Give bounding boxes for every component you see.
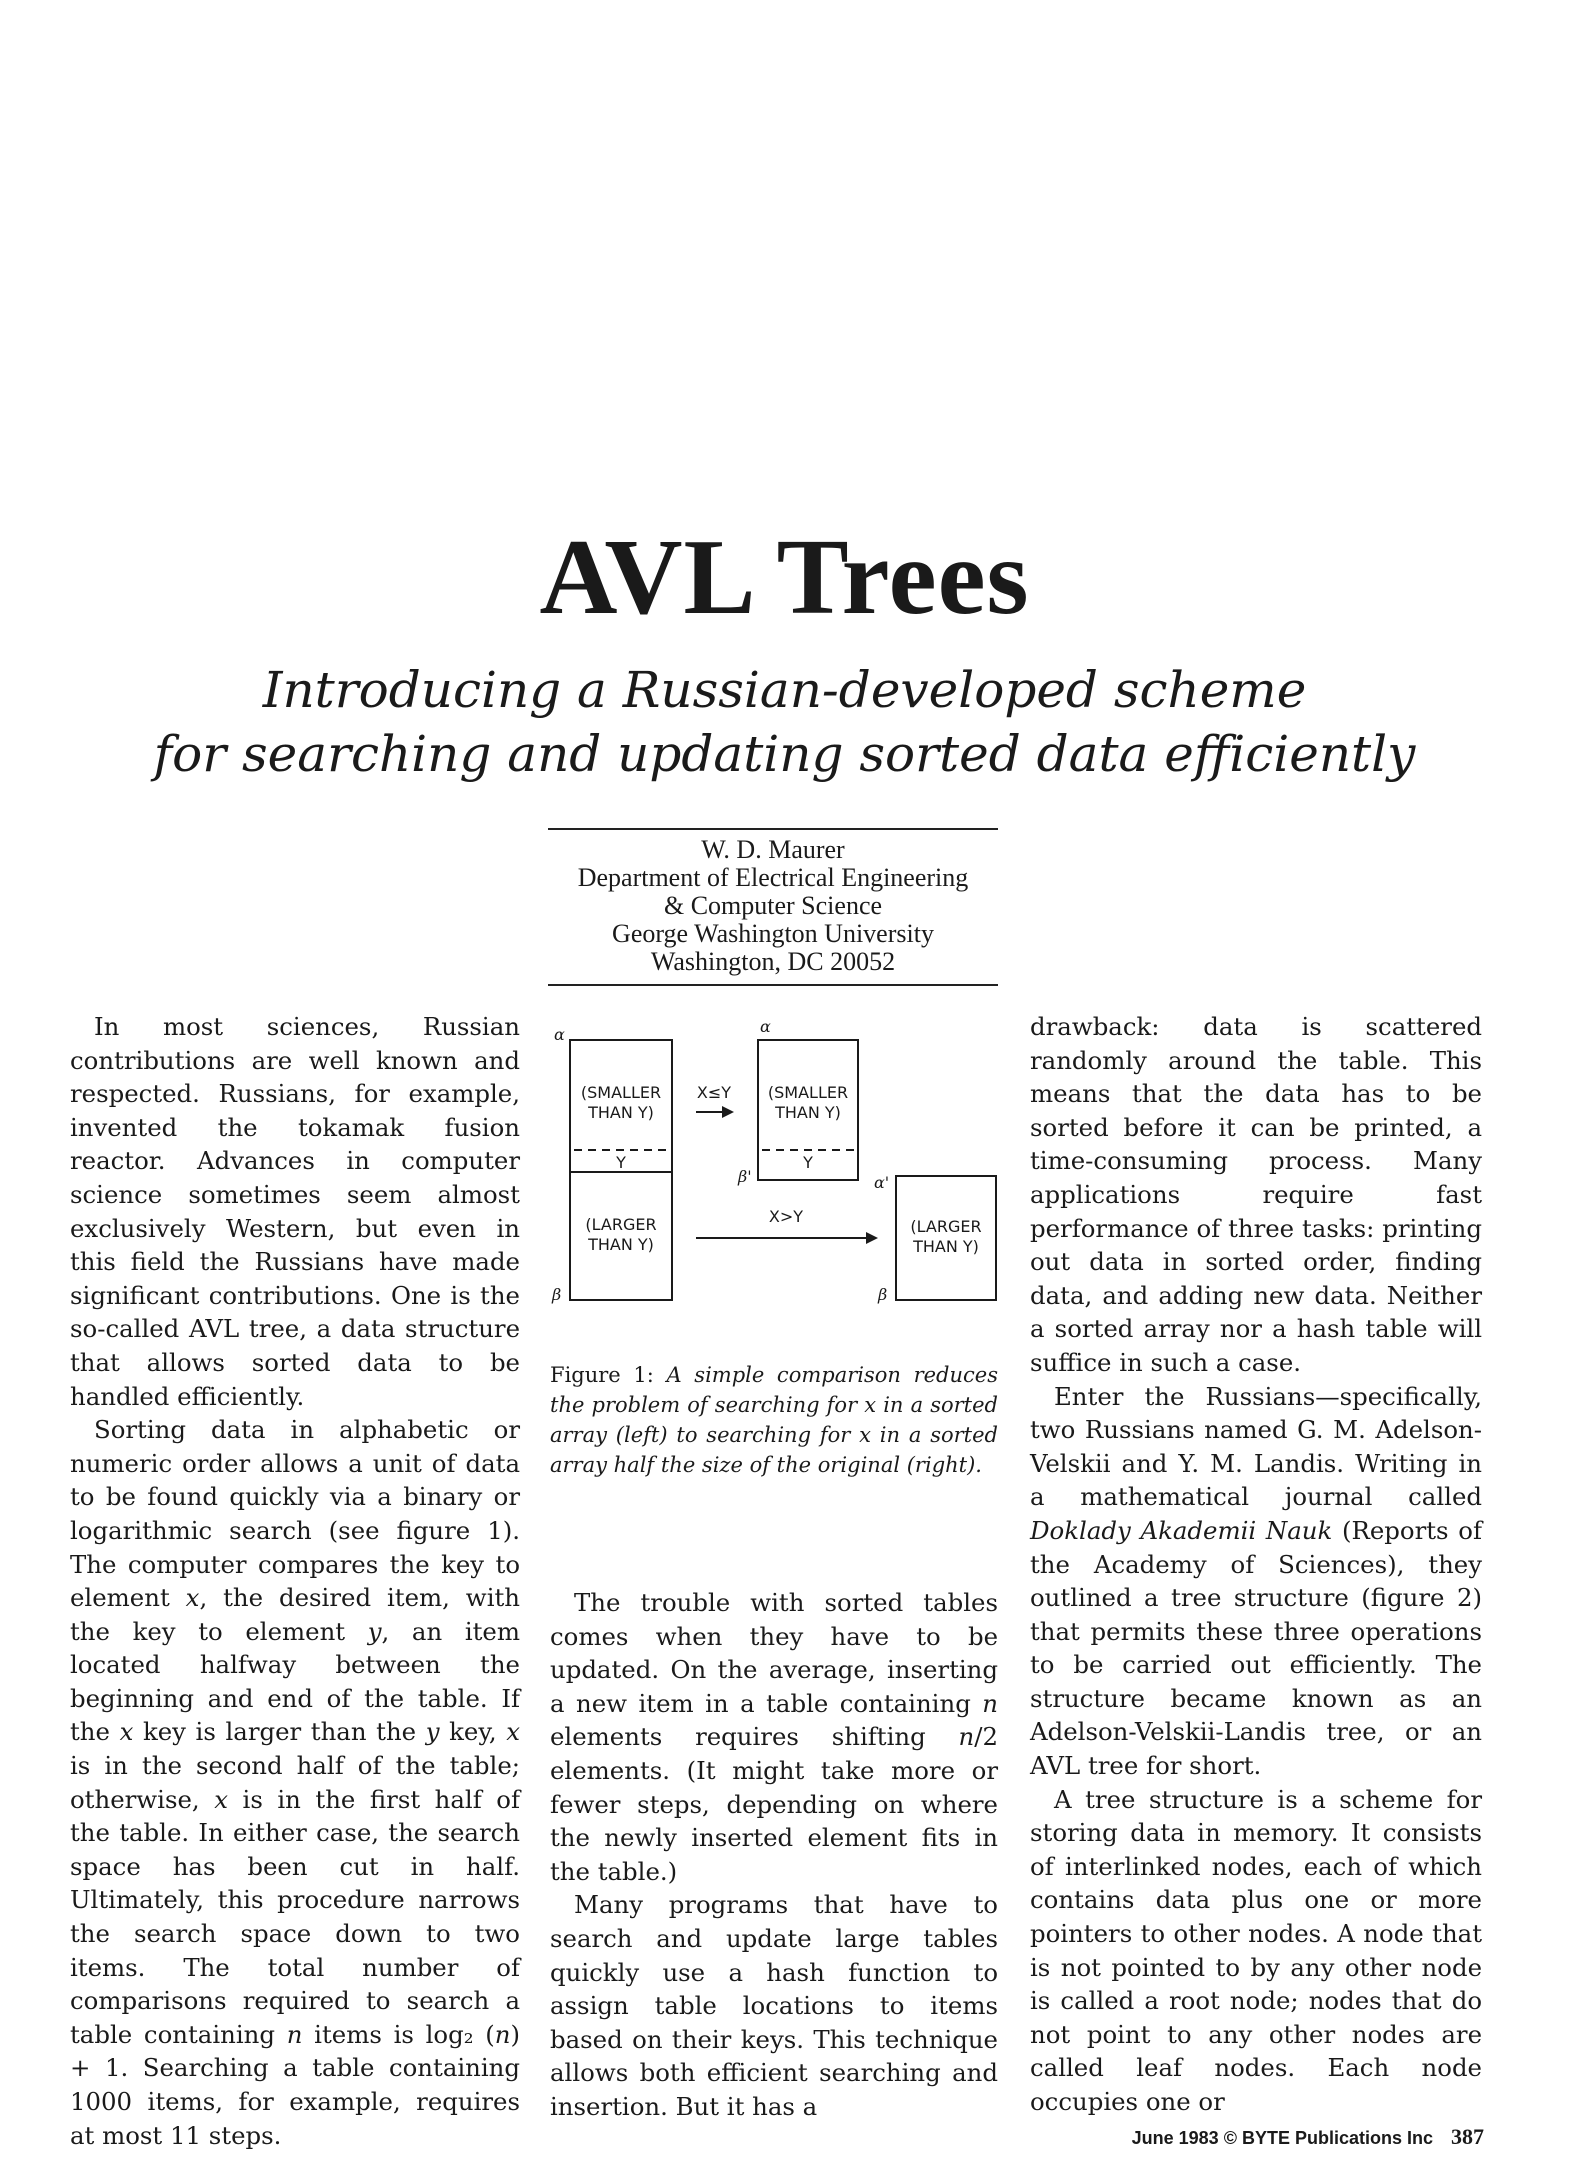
left-y-label: Y [616,1153,626,1172]
beta-label: β [552,1285,562,1304]
column-1 [70,1010,520,2152]
condition-le-label: X≤Y [696,1083,732,1102]
col3-paragraph-1: drawback: data is scattered randomly around the table. This means that the data has to be sorted before it can be printed, a time-consuming process. Many applications require fast performance of three tasks: printing out data in sorted order, finding data, and adding new data. Neither a sorted array nor a hash table will suffice in such a case. [1030,1012,1482,1377]
figure-1-diagram [548,1010,998,1350]
beta-prime-label: β' [738,1167,752,1186]
author-name: W. D. Maurer [701,835,845,864]
arrow-gt-head [866,1232,878,1244]
figure-1 [548,1010,998,1350]
figure-1-caption [550,1360,998,1480]
beta-right-label: β [878,1285,888,1304]
caption-label: Figure 1: [550,1363,654,1387]
byline [548,836,998,976]
issue-credit: June 1983 © BYTE Publications Inc [1131,2128,1433,2148]
column-3 [1030,1010,1482,2119]
author-department-2: & Computer Science [663,891,883,920]
article-subtitle [0,658,1569,786]
condition-gt-label: X>Y [768,1207,804,1226]
right-bottom-text-2: THAN Y) [913,1237,979,1256]
arrow-le-head [722,1106,734,1118]
right-top-text-1: (SMALLER [767,1083,849,1102]
subtitle-line-1: Introducing a Russian-developed scheme [262,661,1307,719]
left-top-text-2: THAN Y) [588,1103,654,1122]
author-department: Department of Electrical Engineering [577,863,969,892]
col3-paragraph-2: Enter the Russians—specifically, two Russians named G. M. Adelson-Velskii and Y. M. Landis. Writing in a mathematical journal called Doklady Akademii Nauk (Reports of the Academy of Sciences), they outlined a tree structure (figure 2) that permits these three operations to be carried out efficiently. The structure became known as an Adelson-Velskii-Landis tree, or an AVL tree for short. [1030,1381,1482,1781]
left-bottom-text-2: THAN Y) [588,1235,654,1254]
right-top-text-2: THAN Y) [775,1103,841,1122]
alpha-right-label: α [760,1017,771,1036]
page-number: 387 [1451,2124,1484,2149]
col1-paragraph-1: In most sciences, Russian contributions are well known and respected. Russians, for example, invented the tokamak fusion reactor. Advances in computer science sometimes seem almost exclusively Western, but even in this field the Russians have made significant contributions. One is the so-called AVL tree, a data structure that allows sorted data to be handled efficiently. [70,1012,520,1411]
author-city: Washington, DC 20052 [650,947,896,976]
left-top-text-1: (SMALLER [580,1083,662,1102]
subtitle-line-2: for searching and updating sorted data efficiently [153,725,1416,783]
right-bottom-text-1: (LARGER [910,1217,982,1236]
col2-paragraph-1: The trouble with sorted tables comes when they have to be updated. On the average, inserting a new item in a table containing n elements requires shifting n/2 elements. (It might take more or fewer steps, depending on where the newly inserted element fits in the table.) [550,1588,998,1886]
right-y-label: Y [803,1153,813,1172]
col3-paragraph-3: A tree structure is a scheme for storing data in memory. It consists of interlinked nodes, each of which contains data plus one or more pointers to other nodes. A node that is not pointed to by any other node is called a root node; nodes that do not point to any other nodes are called leaf nodes. Each node occupies one or [1030,1784,1482,2116]
column-2 [550,1586,998,2124]
author-university: George Washington University [612,919,934,948]
page-footer [1000,2124,1484,2150]
col2-paragraph-2: Many programs that have to search and update large tables quickly use a hash function to assign table locations to items based on their keys. This technique allows both efficient searching and insertion. But it has a [550,1890,998,2121]
alpha-prime-label: α' [874,1173,890,1192]
col1-paragraph-2: Sorting data in alphabetic or numeric order allows a unit of data to be found quickly via a binary or logarithmic search (see figure 1). The computer compares the key to element x, the desired item, with the key to element y, an item located halfway between the beginning and end of the table. If the x key is larger than the y key, x is in the second half of the table; otherwise, x is in the first half of the table. In either case, the search space has been cut in half. Ultimately, this procedure narrows the search space down to two items. The total number of comparisons required to search a table containing n items is log₂ (n) + 1. Searching a table containing 1000 items, for example, requires at most 11 steps. [70,1415,521,2150]
alpha-label: α [554,1025,565,1044]
byline-bottom-rule [548,984,998,986]
article-title: AVL Trees [539,518,1030,637]
byline-top-rule [548,828,998,830]
caption-text: A simple comparison reduces the problem of searching for x in a sorted array (left) to searching for x in a sorted array half the size of the original (right). [550,1363,998,1477]
left-bottom-text-1: (LARGER [585,1215,657,1234]
